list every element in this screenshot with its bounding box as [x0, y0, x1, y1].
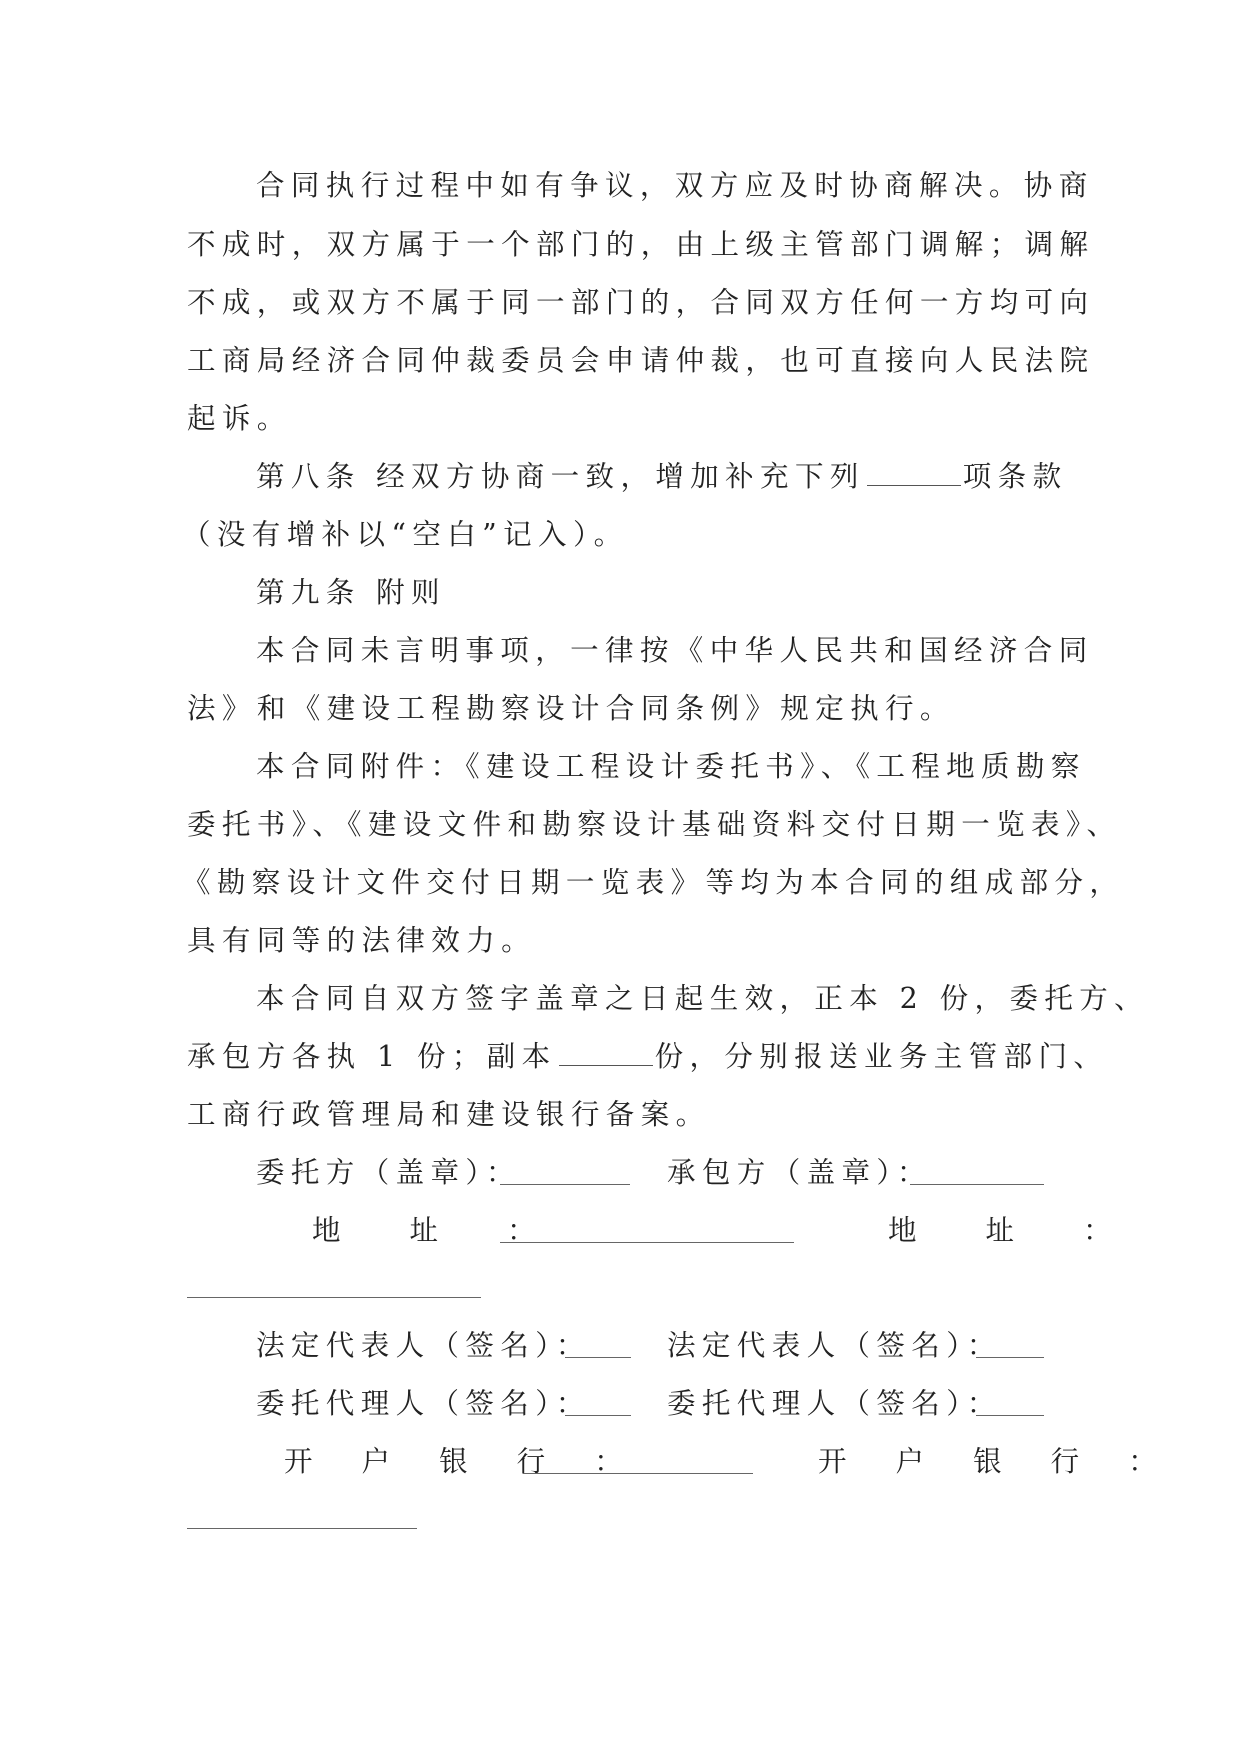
disputes-line-3: 不成，或双方不属于同一部门的，合同双方任何一方均可向 [187, 286, 1095, 319]
effect-line-2-prefix: 承包方各执 1 份；副本 [187, 1040, 557, 1073]
address-left-label: 地 址 ： [312, 1214, 566, 1247]
copies-blank [559, 1039, 653, 1066]
legal-rep-left-label: 法定代表人（签名）： [256, 1329, 591, 1362]
address-right-label: 地 址 ： [888, 1214, 1142, 1247]
article-8-blank [867, 459, 961, 486]
unstated-line-1: 本合同未言明事项，一律按《中华人民共和国经济合同 [256, 634, 1094, 667]
article-8-line-2: （没有增补以“空白”记入）。 [182, 518, 629, 551]
legal-rep-right-blank [976, 1357, 1044, 1358]
attachments-line-4: 具有同等的法律效力。 [187, 924, 537, 957]
agent-left-blank [565, 1415, 631, 1416]
legal-rep-left-blank [565, 1357, 631, 1358]
agent-left-label: 委托代理人（签名）： [256, 1387, 591, 1420]
address-left-blank [500, 1242, 794, 1243]
article-9-title: 第九条 附则 [256, 576, 446, 609]
attachments-line-1: 本合同附件：《建设工程设计委托书》、《工程地质勘察 [256, 750, 1086, 783]
client-seal-label: 委托方（盖章）： [256, 1156, 521, 1189]
legal-rep-right-label: 法定代表人（签名）： [667, 1329, 1002, 1362]
unstated-line-2: 法》和《建设工程勘察设计合同条例》规定执行。 [187, 692, 955, 725]
disputes-line-4: 工商局经济合同仲裁委员会申请仲裁，也可直接向人民法院 [187, 344, 1095, 377]
agent-right-label: 委托代理人（签名）： [667, 1387, 1002, 1420]
effect-line-2-suffix: 份，分别报送业务主管部门、 [654, 1040, 1109, 1073]
disputes-line-1: 合同执行过程中如有争议，双方应及时协商解决。协商 [256, 169, 1094, 202]
bank-right-blank [187, 1528, 417, 1529]
effect-line-3: 工商行政管理局和建设银行备案。 [187, 1098, 711, 1131]
contractor-seal-blank [910, 1184, 1044, 1185]
attachments-line-2: 委托书》、《建设文件和勘察设计基础资料交付日期一览表》、 [187, 808, 1122, 841]
attachments-line-3: 《勘察设计文件交付日期一览表》等均为本合同的组成部分， [182, 866, 1125, 899]
effect-line-2 [187, 1037, 1108, 1077]
effect-line-1: 本合同自双方签字盖章之日起生效，正本 2 份，委托方、 [256, 982, 1150, 1015]
agent-right-blank [976, 1415, 1044, 1416]
bank-right-label: 开 户 银 行 ： [818, 1445, 1177, 1478]
disputes-line-2: 不成时，双方属于一个部门的，由上级主管部门调解；调解 [187, 228, 1095, 261]
disputes-line-5: 起诉。 [187, 402, 292, 435]
article-8-line-1 [256, 457, 1067, 497]
contractor-seal-label: 承包方（盖章）： [667, 1156, 932, 1189]
address-right-blank [187, 1297, 481, 1298]
bank-left-blank [523, 1473, 753, 1474]
article-8-prefix: 第八条 经双方协商一致，增加补充下列 [256, 460, 865, 493]
client-seal-blank [500, 1184, 630, 1185]
bank-left-label: 开 户 银 行 ： [284, 1445, 643, 1478]
article-8-suffix: 项条款 [962, 460, 1068, 493]
